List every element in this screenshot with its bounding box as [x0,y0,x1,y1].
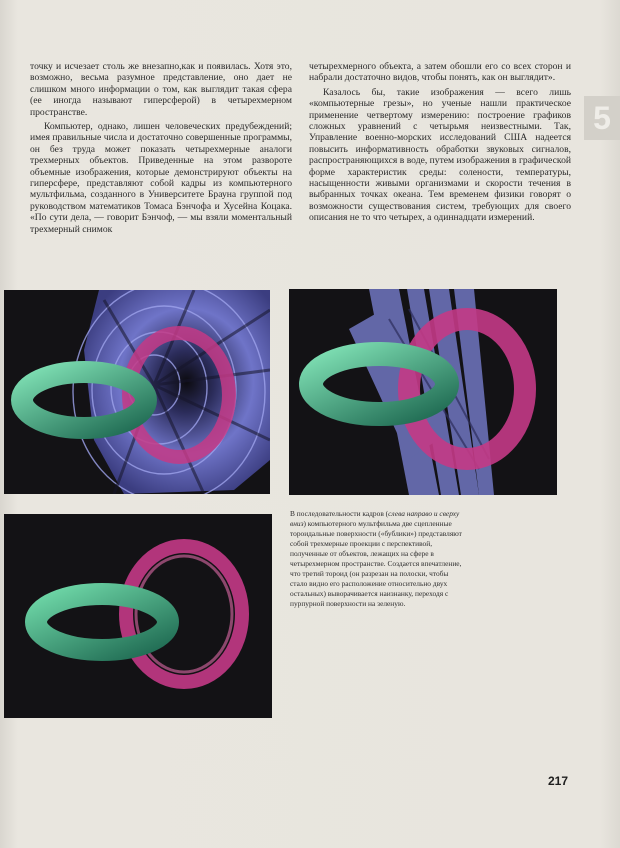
right-paragraph-2: Казалось бы, такие изображения — всего лишь «компьютерные грезы», но ученые нашли практическое применение четвертому измерению: построение графиков сложных уравнений с четырьмя неизвестными. Так, Управление военно-морских исследований США надеется повысить информативность обработки звуковых сигналов, распространяющихся в воде, путем изображения в графической форме характеристик среды: солености, температуры, насыщенности живыми организмами и скорости течения в выбранных точках океана. Тем временем физики говорят о возможности существования систем, требующих для своего описания не то что четырех, а одиннадцати измерений. [309,86,571,224]
caption-text-rest: ) компьютерного мультфильма две сцепленные тороидальные поверхности («бублики») представляют собой трехмерные проекции с перспективой, полученные от объектов, лежащих на сфере в четырехмерном пространстве. Создается впечатление, что третий тороид (он разрезан на полоски, чтобы стало видно его расположение относительно двух остальных) выворачивается наизнанку, переходя с пурпурной поверхности на зеленую. [290,519,462,608]
animation-frame-3 [4,514,272,718]
animation-frame-1 [4,290,270,494]
caption-italic-direction: слева направо и сверху вниз [290,509,460,528]
left-paragraph-2: Компьютер, однако, лишен человеческих предубеждений; имея правильные числа и достаточно совершенные программы, он без труда может показать четырехмерные аналоги трехмерных объектов. Приведенные на этом развороте объемные изображения, которые демонстрируют объекты на гиперсфере, представляют собой кадры из компьютерного мультфильма, созданного в Университете Брауна группой под руководством математиков Томаса Бэнчофа и Хусейна Коцака. «По сути дела, — говорит Бэнчоф, — мы взяли моментальный трехмерный снимок [30,121,292,235]
left-text-column [30,61,292,235]
animation-frame-2 [289,289,557,495]
right-paragraph-1: четырехмерного объекта, а затем обошли его со всех сторон и набрали достаточно видов, чтобы понять, как он выглядит». [309,61,571,84]
page-number: 217 [548,774,569,788]
left-paragraph-1: точку и исчезает столь же внезапно,как и появилась. Хотя это, возможно, весьма разумное представление, оно дает не слишком много информации о том, как выглядит такая сфера (ее иногда называют гиперсферой) в четырехмерном пространстве. [30,61,292,118]
frame-1-illustration [4,290,270,494]
right-text-column [309,61,571,224]
frame-3-illustration [4,514,272,718]
frame-2-illustration [289,289,557,495]
figure-caption [290,509,462,609]
chapter-tab-marker: 5 [584,96,620,140]
caption-text-start: В последовательности кадров ( [290,509,389,518]
